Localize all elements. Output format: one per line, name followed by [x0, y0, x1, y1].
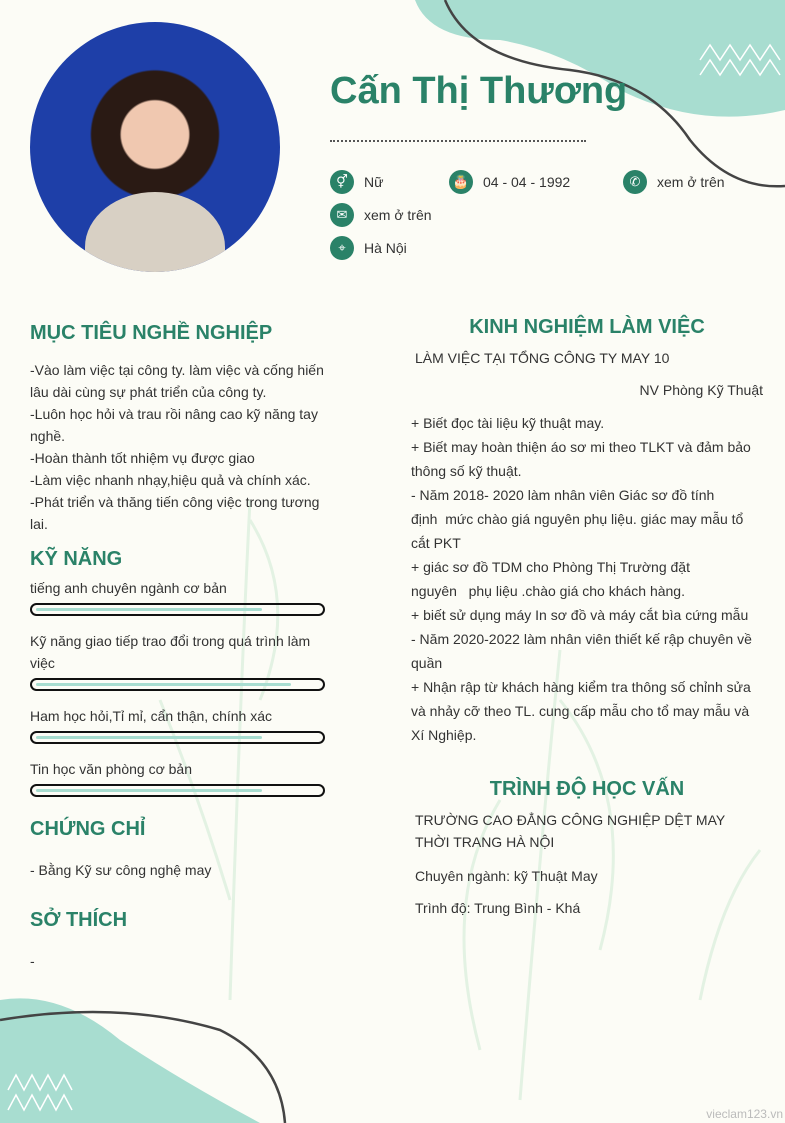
- objective-line: -Hoàn thành tốt nhiệm vụ được giao: [30, 450, 255, 466]
- gender-icon: ⚥: [330, 170, 354, 194]
- skill-item: Tin học văn phòng cơ bản: [30, 758, 330, 797]
- hobby-item: -: [30, 953, 35, 969]
- certificate-item: - Bằng Kỹ sư công nghệ may: [30, 862, 212, 878]
- skill-bar: [30, 731, 325, 744]
- mail-icon: ✉: [330, 203, 354, 227]
- skill-bar: [30, 603, 325, 616]
- experience-title: KINH NGHIỆM LÀM VIỆC: [469, 316, 705, 338]
- skills-title: KỸ NĂNG: [30, 548, 123, 570]
- experience-line: - Năm 2018- 2020 làm nhân viên Giác sơ đồ tính định mức chào giá nguyên phụ liệu. giác may mẫu tổ cắt PKT: [411, 487, 744, 551]
- experience-line: + Biết đọc tài liệu kỹ thuật may.: [411, 415, 605, 431]
- info-birthday: 🎂 04 - 04 - 1992: [449, 170, 570, 194]
- education-major: Chuyên ngành: kỹ Thuật May: [415, 868, 598, 884]
- objective-title: MỤC TIÊU NGHỀ NGHIỆP: [30, 322, 273, 344]
- skill-item: Ham học hỏi,Tỉ mỉ, cẩn thận, chính xác: [30, 705, 330, 744]
- experience-line: + biết sử dụng máy In sơ đồ và máy cắt bìa cứng mẫu: [411, 607, 749, 623]
- location-pin-icon: ⌖: [330, 236, 354, 260]
- divider: [330, 140, 586, 142]
- birthday-cake-icon: 🎂: [449, 170, 473, 194]
- experience-line: + Nhận rập từ khách hàng kiểm tra thông số chỉnh sửa và nhảy cỡ theo TL. cung cấp mẫu cho tổ may mẫu và Xí Nghiệp.: [411, 679, 751, 743]
- info-phone: ✆ xem ở trên: [623, 170, 725, 194]
- objective-section: [30, 322, 335, 535]
- experience-line: + giác sơ đồ TDM cho Phòng Thị Trường đặt nguyên phụ liệu .chào giá cho khách hàng.: [411, 559, 690, 599]
- experience-section: [411, 316, 763, 747]
- education-title: TRÌNH ĐỘ HỌC VẤN: [489, 778, 685, 800]
- education-grade: Trình độ: Trung Bình - Khá: [415, 900, 581, 916]
- school-name: TRƯỜNG CAO ĐẲNG CÔNG NGHIỆP DỆT MAY THỜI TRANG HÀ NỘI: [415, 812, 725, 850]
- info-address: ⌖ Hà Nội: [330, 236, 407, 260]
- experience-line: + Biết may hoàn thiện áo sơ mi theo TLKT và đảm bảo thông số kỹ thuật.: [411, 439, 751, 479]
- hobbies-title: SỞ THÍCH: [30, 909, 128, 931]
- profile-photo: [30, 22, 280, 272]
- skill-item: tiếng anh chuyên ngành cơ bản: [30, 577, 330, 616]
- candidate-name: Cấn Thị Thương: [330, 70, 628, 112]
- phone-icon: ✆: [623, 170, 647, 194]
- company-name: LÀM VIỆC TẠI TỔNG CÔNG TY MAY 10: [415, 350, 670, 366]
- objective-line: -Làm việc nhanh nhạy,hiệu quả và chính xác.: [30, 472, 311, 488]
- skill-bar: [30, 678, 325, 691]
- education-section: [411, 778, 763, 919]
- skill-bar: [30, 784, 325, 797]
- certificates-title: CHỨNG CHỈ: [30, 818, 146, 840]
- skill-item: Kỹ năng giao tiếp trao đổi trong quá trình làm việc: [30, 630, 330, 691]
- skills-section: [30, 548, 330, 811]
- watermark: vieclam123.vn: [706, 1107, 783, 1121]
- job-position: NV Phòng Kỹ Thuật: [639, 382, 763, 398]
- objective-line: -Vào làm việc tại công ty. làm việc và cống hiến lâu dài cùng sự phát triển của công ty.: [30, 362, 324, 400]
- hobbies-section: [30, 909, 127, 972]
- objective-line: -Phát triển và thăng tiến công việc trong tương lai.: [30, 494, 320, 532]
- experience-line: - Năm 2020-2022 làm nhân viên thiết kế rập chuyên về quần: [411, 631, 752, 671]
- info-email: ✉ xem ở trên: [330, 203, 432, 227]
- certificates-section: [30, 818, 211, 881]
- info-gender: ⚥ Nữ: [330, 170, 383, 194]
- objective-line: -Luôn học hỏi và trau rồi nâng cao kỹ năng tay nghề.: [30, 406, 318, 444]
